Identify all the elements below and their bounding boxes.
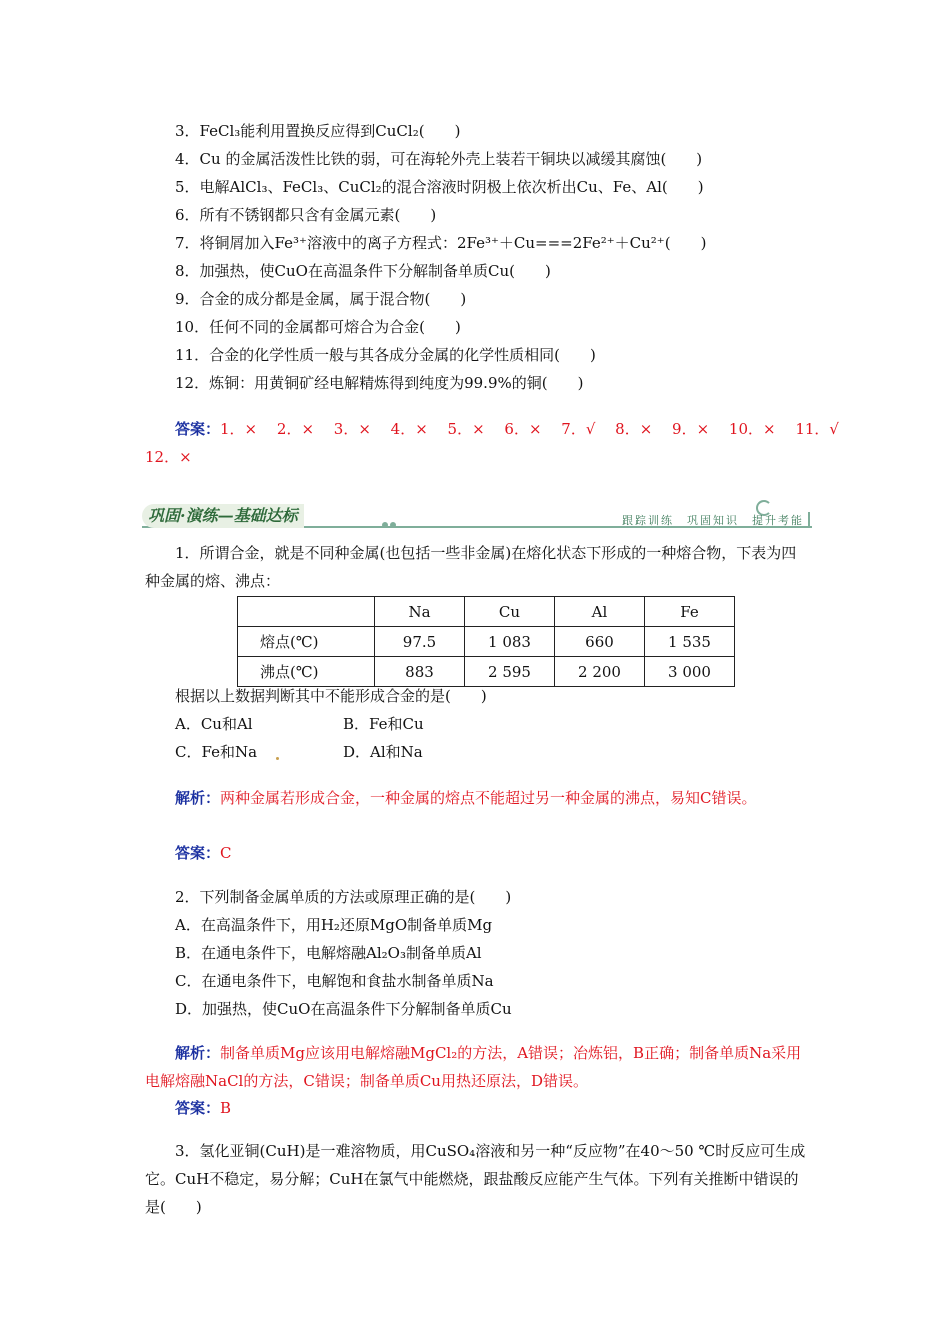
q2-stem: 2．下列制备金属单质的方法或原理正确的是( ) [175,888,512,906]
judge-item-12: 12．炼铜：用黄铜矿经电解精炼得到纯度为99.9%的铜( ) [175,374,584,392]
q2-answer [175,1098,231,1118]
banner-title: 巩固·演练—基础达标 [142,504,304,528]
table-cell: 883 [375,657,465,687]
table-row [238,657,735,687]
q1-option-a: A．Cu和Al [175,715,253,733]
judge-item-7: 7．将铜屑加入Fe³⁺溶液中的离子方程式：2Fe³⁺＋Cu===2Fe²⁺＋Cu²⁺( ) [175,234,707,252]
table-cell [238,597,375,627]
table-cell: 1 083 [465,627,555,657]
q1-option-c: C．Fe和Na [175,743,258,761]
q1-option-d: D．Al和Na [343,743,423,761]
q2-option-b: B．在通电条件下，电解熔融Al₂O₃制备单质Al [175,944,482,962]
table-cell: Na [375,597,465,627]
table-cell: 1 535 [645,627,735,657]
judge-item-8: 8．加强热，使CuO在高温条件下分解制备单质Cu( ) [175,262,551,280]
q2-analysis-text: 制备单质Mg应该用电解熔融MgCl₂的方法，A错误；冶炼铝，B正确；制备单质Na采用电解熔融NaCl的方法，C错误；制备单质Cu用热还原法，D错误。 [145,1044,802,1090]
table-cell: 沸点(℃) [238,657,375,687]
q1-answer-label: 答案： [175,844,221,862]
answers-line-1 [175,419,839,439]
section-banner [142,502,812,530]
q1-analysis-text: 两种金属若形成合金，一种金属的熔点不能超过另一种金属的沸点，易知C错误。 [220,789,757,807]
judge-item-5: 5．电解AlCl₃、FeCl₃、CuCl₂的混合溶液时阴极上依次析出Cu、Fe、Al( ) [175,178,704,196]
answers-line-2: 12．× [145,448,192,466]
judge-item-6: 6．所有不锈钢都只含有金属元素( ) [175,206,437,224]
q2-answer-value: B [220,1099,232,1117]
speck [276,757,279,760]
q1-answer-value: C [220,844,232,862]
melting-boiling-table [237,596,735,687]
answers-values: 1．× 2．× 3．× 4．× 5．× 6．× 7．√ 8．× 9．× 10．× 11．√ [220,420,839,438]
q1-stem: 1．所谓合金，就是不同种金属(也包括一些非金属)在熔化状态下形成的一种熔合物，下表为四种金属的熔、沸点： [145,544,797,590]
q1-option-b: B．Fe和Cu [343,715,424,733]
judge-item-4: 4．Cu 的金属活泼性比铁的弱，可在海轮外壳上装若干铜块以减缓其腐蚀( ) [175,150,703,168]
q1-answer [175,843,232,863]
table-cell: 3 000 [645,657,735,687]
table-cell: 熔点(℃) [238,627,375,657]
judge-item-10: 10．任何不同的金属都可熔合为合金( ) [175,318,461,336]
q2-answer-label: 答案： [175,1099,221,1117]
q2-analysis [145,1039,810,1095]
banner-tagline: 跟踪训练 巩固知识 提升考能 [622,512,810,528]
judge-item-3: 3．FeCl₃能利用置换反应得到CuCl₂( ) [175,122,461,140]
q1-analysis [145,784,810,812]
q3-stem: 3．氢化亚铜(CuH)是一难溶物质，用CuSO₄溶液和另一种“反应物”在40～50 ℃时反应可生成它。CuH不稳定，易分解；CuH在氯气中能燃烧，跟盐酸反应能产生气体。下列有关推断中错误的是( ) [145,1142,806,1216]
table-cell: 2 595 [465,657,555,687]
table-cell: 97.5 [375,627,465,657]
judge-item-11: 11．合金的化学性质一般与其各成分金属的化学性质相同( ) [175,346,596,364]
judge-item-9: 9．合金的成分都是金属，属于混合物( ) [175,290,467,308]
q1-analysis-label: 解析： [175,789,221,807]
q2-option-a: A．在高温条件下，用H₂还原MgO制备单质Mg [175,916,493,934]
q1-prompt: 根据以上数据判断其中不能形成合金的是( ) [175,687,487,705]
table-cell: Cu [465,597,555,627]
table-cell: Al [555,597,645,627]
table-cell: 2 200 [555,657,645,687]
q2-option-c: C．在通电条件下，电解饱和食盐水制备单质Na [175,972,494,990]
banner-dots [382,514,398,532]
table-row [238,627,735,657]
q2-option-d: D．加强热，使CuO在高温条件下分解制备单质Cu [175,1000,512,1018]
table-cell: Fe [645,597,735,627]
table-cell: 660 [555,627,645,657]
answers-label: 答案： [175,420,221,438]
q2-analysis-label: 解析： [175,1044,221,1062]
table-header-row [238,597,735,627]
